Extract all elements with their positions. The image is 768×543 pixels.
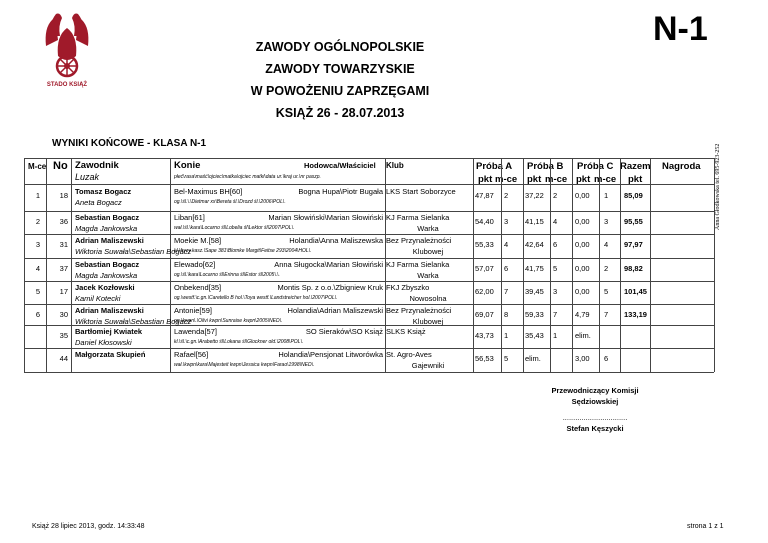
cell-klub1: KJ Farma Sielanka xyxy=(386,260,450,269)
cell-c-mce: 1 xyxy=(604,191,609,200)
table-column-divider xyxy=(620,158,621,372)
cell-a-pkt: 43,73 xyxy=(475,331,494,340)
cell-b-pkt: elim. xyxy=(525,354,541,363)
col-konie: Konie xyxy=(174,160,201,171)
cell-desc: kl.\fryzy.kasz.\Sape 381\Blomke Margit\Feitse 293\2004\HOL\. xyxy=(174,248,312,254)
cell-luzak: Kamil Kotecki xyxy=(75,294,121,303)
signature-line-1: Przewodniczący Komisji xyxy=(551,386,639,395)
cell-razem: 85,09 xyxy=(624,191,643,200)
cell-klub2: Klubowej xyxy=(412,247,444,256)
cell-c-mce: 3 xyxy=(604,217,609,226)
cell-a-pkt: 47,87 xyxy=(475,191,494,200)
col-zawodnik: Zawodnik xyxy=(75,160,119,171)
cell-zawodnik: Małgorzata Skupień xyxy=(75,350,146,359)
cell-c-mce: 4 xyxy=(604,240,609,249)
table-column-divider xyxy=(550,158,551,372)
cell-b-pkt: 41,75 xyxy=(525,264,544,273)
signature-name: Stefan Kęszycki xyxy=(566,424,624,433)
stado-ksiaz-logo xyxy=(38,6,96,96)
cell-a-pkt: 62,00 xyxy=(475,287,494,296)
col-b-mce: m-ce xyxy=(545,174,568,185)
cell-luzak: Daniel Kłosowski xyxy=(75,338,132,347)
cell-hodowca: Holandia\Pensjonat Litworówka xyxy=(278,350,383,359)
col-konie-sub: płeć\rasa\maść\ojciec\matka\ojciec matki\data ur.\kraj ur.\nr paszp. xyxy=(174,174,321,180)
cell-c-pkt: 4,79 xyxy=(575,310,590,319)
table-row-divider xyxy=(24,258,714,259)
cell-kon: Rafael[56] xyxy=(174,350,209,359)
cell-mce: 4 xyxy=(35,264,40,273)
cell-kon: Bel-Maximus BH[60] xyxy=(174,187,243,196)
cell-b-pkt: 59,33 xyxy=(525,310,544,319)
cell-kon: Moekie M.[58] xyxy=(174,236,222,245)
cell-a-mce: 1 xyxy=(504,331,509,340)
cell-mce: 6 xyxy=(35,310,40,319)
col-razem-pkt: pkt xyxy=(628,174,643,185)
page-number: strona 1 z 1 xyxy=(687,523,724,530)
cell-b-pkt: 35,43 xyxy=(525,331,544,340)
table-column-divider xyxy=(599,158,600,372)
table-row-divider xyxy=(24,281,714,282)
cell-a-mce: 3 xyxy=(504,217,509,226)
cell-a-pkt: 57,07 xyxy=(475,264,494,273)
cell-luzak: Wiktoria Suwała\Sebastian Bogacz xyxy=(75,317,192,326)
cell-a-pkt: 69,07 xyxy=(475,310,494,319)
cell-a-mce: 2 xyxy=(504,191,509,200)
table-column-divider xyxy=(572,158,573,372)
cell-klub2: Warka xyxy=(417,224,439,233)
cell-c-pkt: elim. xyxy=(575,331,591,340)
side-note: Anna Głodkowska tel. 695-923-252 xyxy=(715,143,721,230)
cell-klub1: KJ Farma Sielanka xyxy=(386,213,450,222)
cell-a-pkt: 54,40 xyxy=(475,217,494,226)
table-column-divider xyxy=(24,158,25,372)
section-title: WYNIKI KOŃCOWE - KLASA N-1 xyxy=(52,138,207,149)
cell-no: 37 xyxy=(59,264,68,273)
col-proba-c: Próba C xyxy=(577,161,614,172)
cell-no: 30 xyxy=(59,310,68,319)
cell-luzak: Magda Jankowska xyxy=(75,224,138,233)
cell-desc: og.\śl.\.\Dietmar xx\Bereta śl.\Drozd śl.\2006\POL\. xyxy=(174,199,286,205)
cell-b-mce: 2 xyxy=(553,191,558,200)
col-b-pkt: pkt xyxy=(527,174,542,185)
col-c-pkt: pkt xyxy=(576,174,591,185)
col-no: No xyxy=(53,160,68,172)
cell-no: 18 xyxy=(59,191,68,200)
cell-no: 36 xyxy=(59,217,68,226)
cell-luzak: Magda Jankowska xyxy=(75,271,138,280)
cell-kon: Elewado[62] xyxy=(174,260,216,269)
cell-razem: 98,82 xyxy=(624,264,643,273)
cell-c-pkt: 0,00 xyxy=(575,217,590,226)
cell-c-mce: 6 xyxy=(604,354,609,363)
cell-no: 44 xyxy=(59,354,68,363)
col-mce: M-ce xyxy=(28,162,47,171)
col-a-pkt: pkt xyxy=(478,174,493,185)
cell-kon: Antonie[59] xyxy=(174,306,212,315)
col-klub: Klub xyxy=(386,161,404,170)
cell-c-mce: 2 xyxy=(604,264,609,273)
col-nagroda: Nagroda xyxy=(662,161,701,172)
cell-zawodnik: Sebastian Bogacz xyxy=(75,260,140,269)
cell-hodowca: Montis Sp. z o.o.\Zbigniew Kruk xyxy=(277,283,383,292)
cell-razem: 95,55 xyxy=(624,217,643,226)
cell-a-pkt: 55,33 xyxy=(475,240,494,249)
cell-zawodnik: Sebastian Bogacz xyxy=(75,213,140,222)
cell-klub1: FKJ Zbyszko xyxy=(386,283,430,292)
cell-mce: 1 xyxy=(35,191,40,200)
cell-mce: 3 xyxy=(35,240,40,249)
title-line-4: KSIĄŻ 26 - 28.07.2013 xyxy=(275,106,405,120)
table-column-divider xyxy=(473,158,474,372)
cell-mce: 5 xyxy=(35,287,40,296)
col-hodowca: Hodowca/Właściciel xyxy=(304,161,376,170)
cell-zawodnik: Adrian Maliszewski xyxy=(75,306,144,315)
cell-desc: og.\kwpn\.\Olivi kwpn\Sunraise kwpn\2005\NED\. xyxy=(174,318,283,324)
table-row-divider xyxy=(24,211,714,212)
logo-text: STADO KSIĄŻ xyxy=(46,82,88,88)
cell-klub2: Klubowej xyxy=(412,317,444,326)
cell-razem: 101,45 xyxy=(624,287,647,296)
cell-b-pkt: 41,15 xyxy=(525,217,544,226)
cell-luzak: Wiktoria Suwała\Sebastian Bogacz xyxy=(75,247,192,256)
cell-c-pkt: 0,00 xyxy=(575,264,590,273)
signature-dots: ............................... xyxy=(562,413,628,422)
cell-kon: Onbekend[35] xyxy=(174,283,222,292)
cell-b-pkt: 42,64 xyxy=(525,240,544,249)
cell-desc: og.\śl.\kara\Locarno śl\Erinna śl\Estor śl\2005\.\. xyxy=(174,272,280,278)
table-column-divider xyxy=(46,158,47,372)
title-line-1: ZAWODY OGÓLNOPOLSKIE xyxy=(255,40,425,54)
col-proba-a: Próba A xyxy=(476,161,513,172)
cell-klub1: SLKS Książ xyxy=(386,327,426,336)
cell-a-mce: 8 xyxy=(504,310,509,319)
col-proba-b: Próba B xyxy=(527,161,564,172)
table-row-divider xyxy=(24,234,714,235)
cell-no: 31 xyxy=(59,240,68,249)
table-column-divider xyxy=(650,158,651,372)
cell-desc: og.\westf.\c.gn.\Caretello B hol.\Toya westf.\Landstreicher hol.\2007\POL\. xyxy=(174,295,338,301)
cell-c-mce: 7 xyxy=(604,310,609,319)
cell-c-pkt: 0,00 xyxy=(575,191,590,200)
cell-klub2: Gajewniki xyxy=(411,361,445,370)
cell-klub2: Warka xyxy=(417,271,439,280)
cell-hodowca: Holandia\Anna Maliszewska xyxy=(289,236,383,245)
col-a-mce: m-ce xyxy=(495,174,518,185)
cell-b-mce: 1 xyxy=(553,331,558,340)
cell-zawodnik: Adrian Maliszewski xyxy=(75,236,144,245)
cell-desc: kl.\śl.\c.gn.\Arabetto śl\Lokana śl\Glockner old.\2008\POL\. xyxy=(174,339,304,345)
cell-hodowca: Bogna Hupa\Piotr Bugała xyxy=(298,187,383,196)
cell-b-mce: 4 xyxy=(553,217,558,226)
cell-klub2: Nowosolna xyxy=(409,294,447,303)
table-column-divider xyxy=(523,158,524,372)
cell-desc: wał.\kwpn\kara\Majesteit kwpn\Jessica kwpn\Farao\1998\NED\. xyxy=(174,362,315,368)
col-luzak: Luzak xyxy=(75,172,100,182)
cell-a-mce: 5 xyxy=(504,354,509,363)
cell-b-pkt: 37,22 xyxy=(525,191,544,200)
cell-zawodnik: Tomasz Bogacz xyxy=(75,187,132,196)
cell-b-pkt: 39,45 xyxy=(525,287,544,296)
table-row-divider xyxy=(24,184,714,185)
cell-razem: 133,19 xyxy=(624,310,647,319)
cell-a-mce: 4 xyxy=(504,240,509,249)
signature-line-2: Sędziowskiej xyxy=(571,397,619,406)
cell-c-pkt: 0,00 xyxy=(575,287,590,296)
cell-c-pkt: 0,00 xyxy=(575,240,590,249)
cell-klub1: Bez Przynależności xyxy=(386,236,452,245)
cell-klub1: St. Agro-Aves xyxy=(386,350,432,359)
footer-date: Książ 28 lipiec 2013, godz. 14:33:48 xyxy=(32,523,145,530)
table-row-divider xyxy=(24,372,714,373)
cell-b-mce: 5 xyxy=(553,264,558,273)
cell-klub1: LKS Start Soborzyce xyxy=(386,187,456,196)
table-row-divider xyxy=(24,348,714,349)
cell-b-mce: 7 xyxy=(553,310,558,319)
cell-b-mce: 6 xyxy=(553,240,558,249)
cell-klub1: Bez Przynależności xyxy=(386,306,452,315)
cell-b-mce: 3 xyxy=(553,287,558,296)
title-line-2: ZAWODY TOWARZYSKIE xyxy=(265,62,415,76)
cell-kon: Lawenda[57] xyxy=(174,327,217,336)
cell-razem: 97,97 xyxy=(624,240,643,249)
cell-hodowca: SO Sieraków\SO Książ xyxy=(305,327,383,336)
cell-c-pkt: 3,00 xyxy=(575,354,590,363)
table-column-divider xyxy=(170,158,171,372)
cell-a-mce: 6 xyxy=(504,264,509,273)
table-row-divider xyxy=(24,304,714,305)
cell-desc: wał.\śl.\kara\Locarno śl\Lobelia śl\Lektor śl\2007\POL\. xyxy=(174,225,295,231)
cell-no: 35 xyxy=(59,331,68,340)
cell-zawodnik: Jacek Kozłowski xyxy=(75,283,135,292)
cell-no: 17 xyxy=(59,287,68,296)
cell-kon: Liban[61] xyxy=(174,213,205,222)
cell-a-mce: 7 xyxy=(504,287,509,296)
cell-luzak: Aneta Bogacz xyxy=(75,198,122,207)
title-line-3: W POWOŻENIU ZAPRZĘGAMI xyxy=(250,84,430,98)
cell-c-mce: 5 xyxy=(604,287,609,296)
table-row-divider xyxy=(24,158,714,159)
table-column-divider xyxy=(71,158,72,372)
cell-hodowca: Marian Słowiński\Marian Słowiński xyxy=(268,213,383,222)
class-code: N-1 xyxy=(653,10,708,48)
cell-a-pkt: 56,53 xyxy=(475,354,494,363)
col-c-mce: m-ce xyxy=(594,174,617,185)
cell-zawodnik: Bartłomiej Kwiatek xyxy=(75,327,143,336)
table-column-divider xyxy=(501,158,502,372)
cell-hodowca: Holandia\Adrian Maliszewski xyxy=(287,306,383,315)
cell-mce: 2 xyxy=(35,217,40,226)
cell-hodowca: Anna Sługocka\Marian Słowiński xyxy=(274,260,383,269)
col-razem: Razem xyxy=(620,161,651,172)
